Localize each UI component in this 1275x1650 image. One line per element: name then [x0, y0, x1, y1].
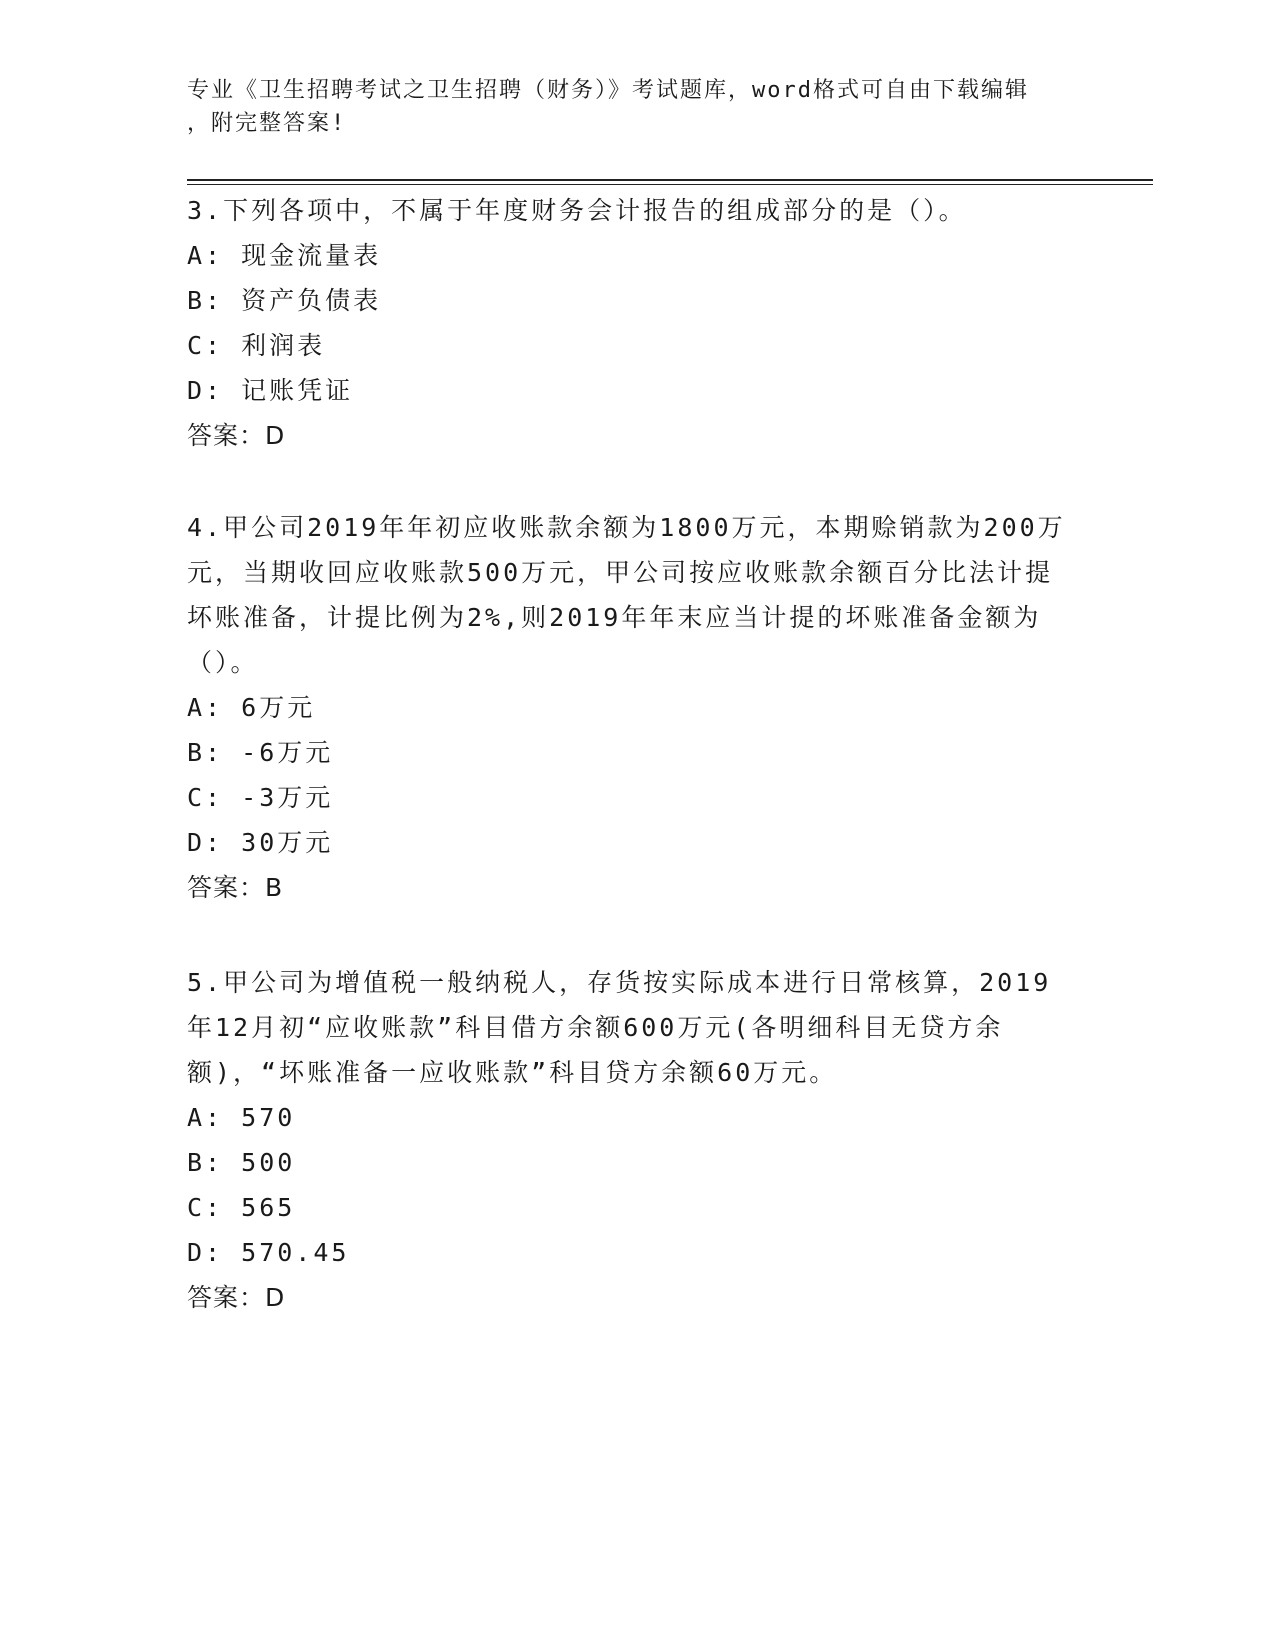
document-header: [187, 74, 1057, 140]
question-5: [187, 960, 1067, 1320]
option-d: D: 30万元: [187, 828, 334, 857]
answer-label: 答案：B: [187, 873, 284, 902]
question-stem: 3.下列各项中，不属于年度财务会计报告的组成部分的是（）。: [187, 196, 967, 225]
option-a: A: 6万元: [187, 693, 316, 722]
option-b: B: -6万元: [187, 738, 334, 767]
header-divider-thick: [187, 179, 1153, 181]
option-b: B: 资产负债表: [187, 286, 382, 315]
header-divider-thin: [187, 184, 1153, 185]
option-c: C: 565: [187, 1193, 296, 1222]
header-line-1: 专业《卫生招聘考试之卫生招聘（财务）》考试题库，word格式可自由下载编辑: [187, 78, 1029, 103]
option-d: D: 记账凭证: [187, 376, 354, 405]
option-a: A: 现金流量表: [187, 241, 382, 270]
question-4: [187, 505, 1067, 910]
answer-label: 答案：D: [187, 421, 286, 450]
question-stem: 4.甲公司2019年年初应收账款余额为1800万元，本期赊销款为200万元，当期收回应收账款500万元，甲公司按应收账款余额百分比法计提坏账准备，计提比例为2%,则2019年年末应当计提的坏账准备金额为（）。: [187, 513, 1066, 677]
question-3: [187, 188, 1067, 458]
option-a: A: 570: [187, 1103, 296, 1132]
option-c: C: -3万元: [187, 783, 334, 812]
question-stem: 5.甲公司为增值税一般纳税人，存货按实际成本进行日常核算，2019年12月初“应收账款”科目借方余额600万元(各明细科目无贷方余额)，“坏账准备一应收账款”科目贷方余额60万元。: [187, 968, 1052, 1087]
header-line-2: ，附完整答案!: [187, 111, 347, 136]
option-b: B: 500: [187, 1148, 296, 1177]
answer-label: 答案：D: [187, 1283, 286, 1312]
option-d: D: 570.45: [187, 1238, 350, 1267]
option-c: C: 利润表: [187, 331, 326, 360]
